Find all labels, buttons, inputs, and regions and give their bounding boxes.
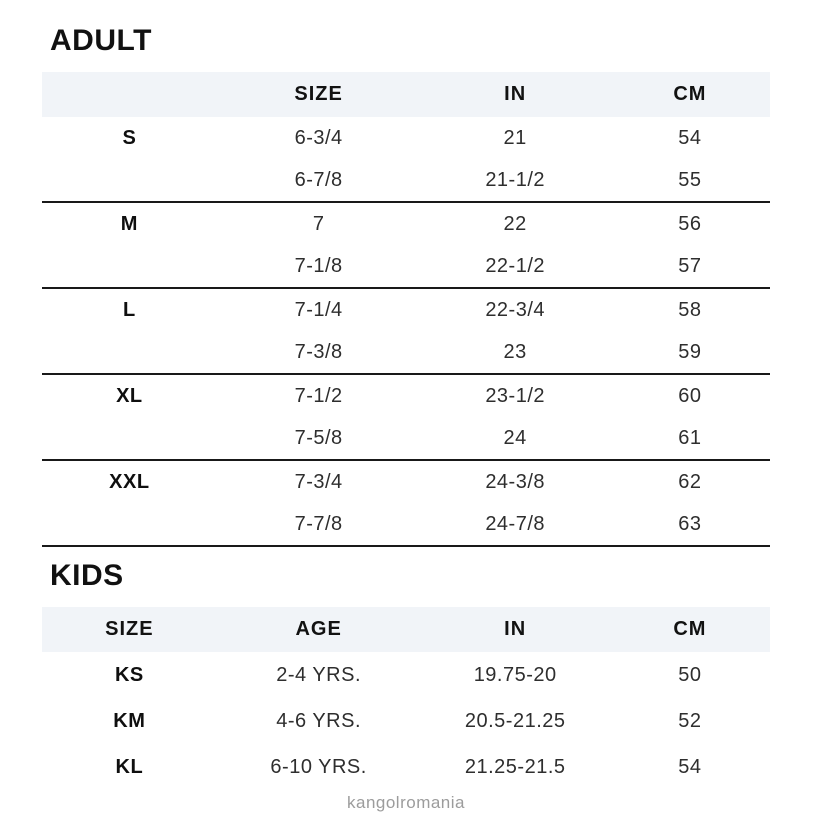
size-label-cell: L [123, 298, 136, 321]
kids-column-header-age: AGE [295, 618, 342, 640]
kids-column-header-cm: CM [673, 618, 707, 640]
table-row [42, 503, 770, 545]
in-value-cell: 23-1/2 [485, 384, 546, 407]
adult-size-group-xl [42, 375, 770, 461]
size-value-cell: 7-1/8 [294, 254, 343, 277]
table-row [42, 652, 770, 698]
size-label-cell: XL [116, 384, 143, 407]
in-value-cell: 24 [503, 426, 527, 449]
age-value-cell: 4-6 YRS. [276, 709, 362, 732]
cm-value-cell: 54 [678, 126, 702, 149]
cm-value-cell: 54 [678, 755, 702, 778]
table-row [42, 375, 770, 417]
in-value-cell: 21-1/2 [485, 168, 546, 191]
in-value-cell: 21 [503, 126, 527, 149]
cm-value-cell: 58 [678, 298, 702, 321]
kids-column-header-size: SIZE [105, 618, 154, 640]
table-row [42, 417, 770, 459]
size-value-cell: 6-3/4 [294, 126, 343, 149]
kids-section-title: KIDS [50, 559, 124, 592]
cm-value-cell: 62 [678, 470, 702, 493]
table-row [42, 461, 770, 503]
in-value-cell: 24-7/8 [485, 512, 546, 535]
size-value-cell: 7 [312, 212, 325, 235]
cm-value-cell: 55 [678, 168, 702, 191]
adult-column-header-cm: CM [673, 83, 707, 105]
adult-table-header-row [42, 72, 770, 117]
cm-value-cell: 59 [678, 340, 702, 363]
table-row [42, 289, 770, 331]
in-value-cell: 19.75-20 [473, 663, 557, 686]
size-value-cell: 7-1/4 [294, 298, 343, 321]
adult-size-group-m [42, 203, 770, 289]
size-label-cell: XXL [109, 470, 150, 493]
kids-column-header-in: IN [504, 618, 527, 640]
age-value-cell: 6-10 YRS. [270, 755, 367, 778]
cm-value-cell: 61 [678, 426, 702, 449]
table-row [42, 159, 770, 201]
size-label-cell: KL [115, 755, 144, 778]
in-value-cell: 21.25-21.5 [464, 755, 566, 778]
cm-value-cell: 57 [678, 254, 702, 277]
kids-size-table [42, 607, 770, 790]
table-row [42, 117, 770, 159]
cm-value-cell: 63 [678, 512, 702, 535]
adult-size-group-l [42, 289, 770, 375]
size-value-cell: 6-7/8 [294, 168, 343, 191]
adult-size-table [42, 72, 770, 547]
in-value-cell: 22 [503, 212, 527, 235]
size-value-cell: 7-5/8 [294, 426, 343, 449]
in-value-cell: 22-1/2 [485, 254, 546, 277]
age-value-cell: 2-4 YRS. [276, 663, 362, 686]
watermark-text: kangolromania [346, 793, 465, 812]
in-value-cell: 22-3/4 [485, 298, 546, 321]
cm-value-cell: 60 [678, 384, 702, 407]
in-value-cell: 20.5-21.25 [464, 709, 566, 732]
cm-value-cell: 52 [678, 709, 702, 732]
adult-column-header-size: SIZE [294, 83, 343, 105]
table-row [42, 744, 770, 790]
adult-section-title: ADULT [50, 24, 152, 57]
kids-table-header-row [42, 607, 770, 652]
cm-value-cell: 56 [678, 212, 702, 235]
adult-size-group-xxl [42, 461, 770, 547]
size-label-cell: S [122, 126, 137, 149]
size-value-cell: 7-1/2 [294, 384, 343, 407]
table-row [42, 698, 770, 744]
adult-column-header-in: IN [504, 83, 527, 105]
size-label-cell: KS [114, 663, 144, 686]
size-value-cell: 7-3/4 [294, 470, 343, 493]
cm-value-cell: 50 [678, 663, 702, 686]
size-label-cell: M [120, 212, 138, 235]
in-value-cell: 24-3/8 [485, 470, 546, 493]
in-value-cell: 23 [503, 340, 527, 363]
table-row [42, 245, 770, 287]
size-value-cell: 7-3/8 [294, 340, 343, 363]
size-label-cell: KM [113, 709, 146, 732]
table-row [42, 203, 770, 245]
adult-size-group-s [42, 117, 770, 203]
table-row [42, 331, 770, 373]
size-value-cell: 7-7/8 [294, 512, 343, 535]
